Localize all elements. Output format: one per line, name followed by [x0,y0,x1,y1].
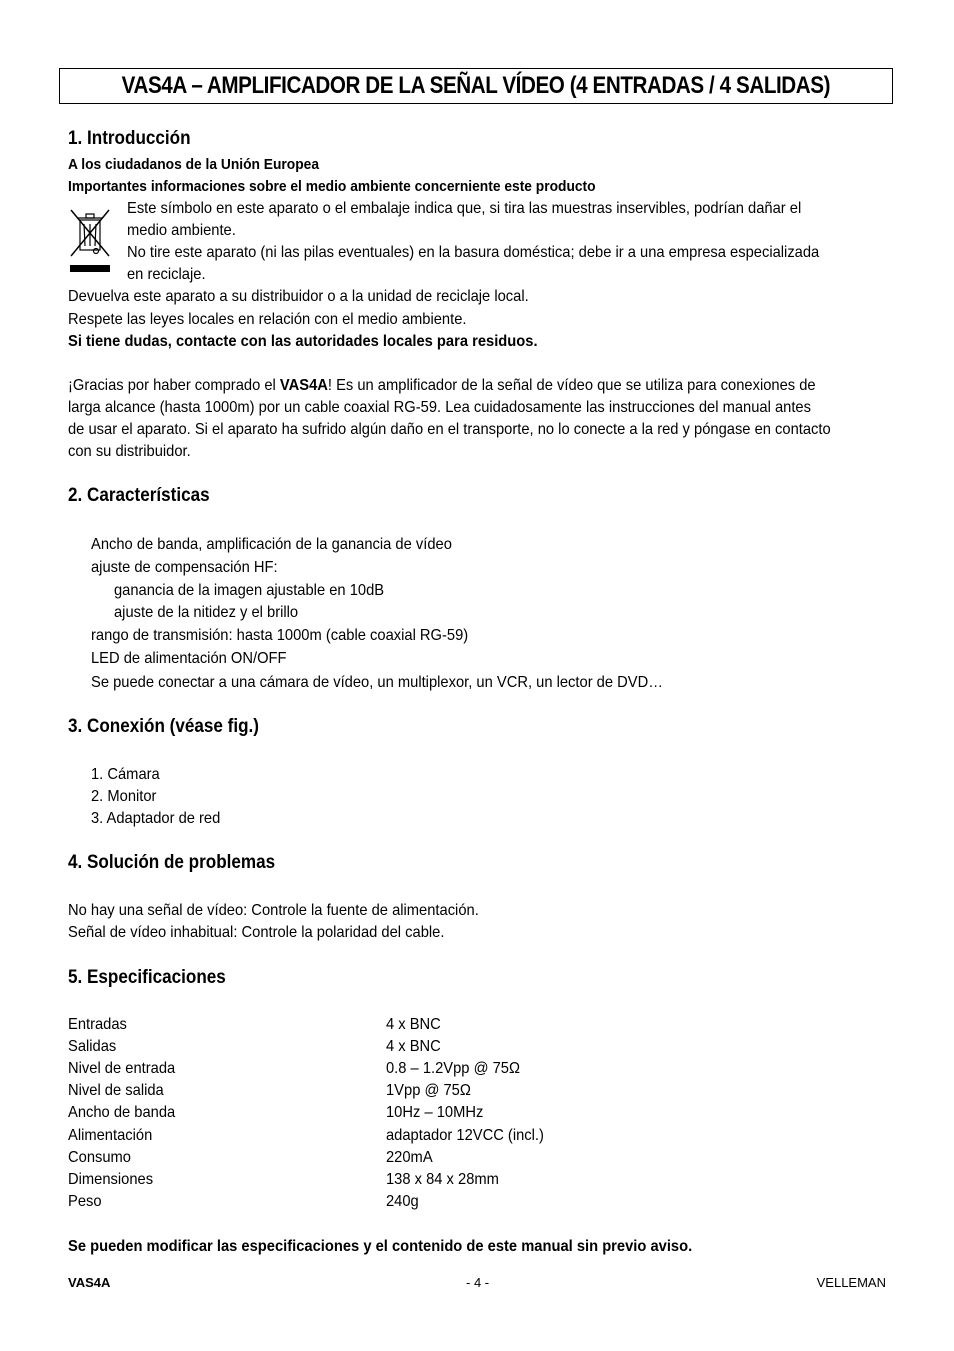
connection-item: 3. Adaptador de red [91,810,221,827]
page-number: - 4 - [466,1275,490,1290]
spec-value: 240g [386,1193,419,1210]
doubts-text: Si tiene dudas, contacte con las autoridades locales para residuos. [68,333,538,350]
spec-value: 1Vpp @ 75Ω [386,1082,471,1099]
thanks-line-2: larga alcance (hasta 1000m) por un cable coaxial RG-59. Lea cuidadosamente las instrucciones del manual antes [68,399,811,416]
law-text: Respete las leyes locales en relación con el medio ambiente. [68,311,467,328]
thanks-line-3: de usar el aparato. Si el aparato ha sufrido algún daño en el transporte, no lo conecte a la red y póngase en contacto [68,421,831,438]
spec-label: Consumo [68,1149,132,1166]
spec-label: Peso [68,1193,102,1210]
thanks-line-4: con su distribuidor. [68,443,191,460]
weee-text-2: medio ambiente. [127,222,236,239]
features-heading: 2. Características [68,485,210,506]
weee-bin-icon [68,206,112,278]
feature-item: rango de transmisión: hasta 1000m (cable coaxial RG-59) [91,627,469,644]
spec-label: Ancho de banda [68,1104,176,1121]
spec-value: 10Hz – 10MHz [386,1104,484,1121]
feature-item: LED de alimentación ON/OFF [91,650,287,667]
thanks-text-a: ¡Gracias por haber comprado el [68,377,280,394]
spec-value: 4 x BNC [386,1016,441,1033]
weee-text-3: No tire este aparato (ni las pilas eventuales) en la basura doméstica; debe ir a una empresa especializada [127,244,820,261]
spec-value: 220mA [386,1149,433,1166]
feature-item: Se puede conectar a una cámara de vídeo, un multiplexor, un VCR, un lector de DVD… [91,674,663,691]
intro-heading: 1. Introducción [68,128,191,149]
spec-value: 138 x 84 x 28mm [386,1171,499,1188]
spec-label: Nivel de entrada [68,1060,176,1077]
spec-label: Nivel de salida [68,1082,164,1099]
weee-text-4: en reciclaje. [127,266,206,283]
connection-heading: 3. Conexión (véase fig.) [68,716,260,737]
page-title: VAS4A – AMPLIFICADOR DE LA SEÑAL VÍDEO (4 ENTRADAS / 4 SALIDAS) [121,72,831,99]
spec-value: adaptador 12VCC (incl.) [386,1127,544,1144]
trouble-line-2: Señal de vídeo inhabitual: Controle la polaridad del cable. [68,924,445,941]
feature-subitem: ajuste de la nitidez y el brillo [114,604,299,621]
specs-heading: 5. Especificaciones [68,967,226,988]
thanks-text-b: ! Es un amplificador de la señal de vídeo que se utiliza para conexiones de [327,377,816,394]
modification-notice: Se pueden modificar las especificaciones y el contenido de este manual sin previo aviso. [68,1238,693,1255]
spec-label: Alimentación [68,1127,153,1144]
title-box [59,68,893,104]
feature-item: ajuste de compensación HF: [91,559,278,576]
intro-subheading-eu: A los ciudadanos de la Unión Europea [68,156,320,173]
thanks-line-1 [68,375,816,397]
spec-label: Dimensiones [68,1171,154,1188]
feature-item: Ancho de banda, amplificación de la ganancia de vídeo [91,536,452,553]
spec-value: 0.8 – 1.2Vpp @ 75Ω [386,1060,520,1077]
connection-item: 2. Monitor [91,788,157,805]
spec-label: Salidas [68,1038,117,1055]
trouble-line-1: No hay una señal de vídeo: Controle la fuente de alimentación. [68,902,479,919]
connection-item: 1. Cámara [91,766,160,783]
intro-subheading-env: Importantes informaciones sobre el medio ambiente concerniente este producto [68,178,596,195]
product-name: VAS4A [279,377,328,394]
footer-model: VAS4A [68,1275,111,1290]
recycle-text: Devuelva este aparato a su distribuidor o a la unidad de reciclaje local. [68,288,529,305]
footer-brand: VELLEMAN [816,1275,886,1290]
spec-label: Entradas [68,1016,127,1033]
weee-text-1: Este símbolo en este aparato o el embalaje indica que, si tira las muestras inservibles, podrían dañar el [127,200,802,217]
feature-subitem: ganancia de la imagen ajustable en 10dB [114,582,385,599]
spec-value: 4 x BNC [386,1038,441,1055]
troubleshooting-heading: 4. Solución de problemas [68,852,276,873]
